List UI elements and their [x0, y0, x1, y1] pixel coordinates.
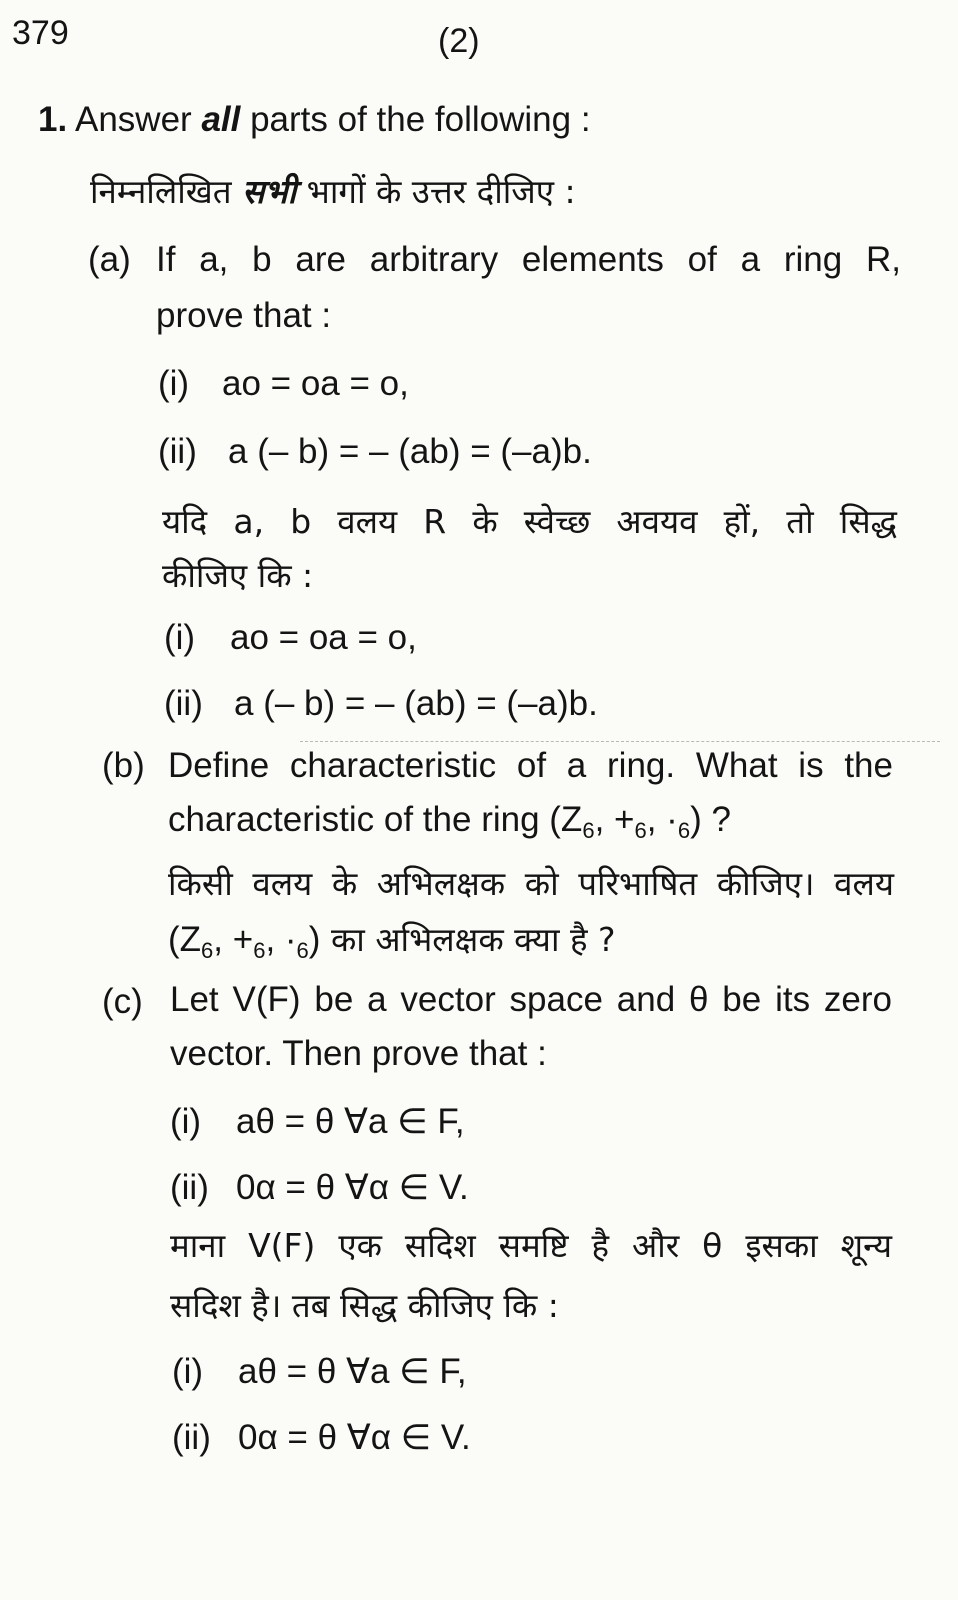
- part-b-hi-line2: [168, 916, 616, 964]
- item-text: ao = oa = o,: [222, 364, 409, 403]
- part-c-hi-item-2: [172, 1418, 471, 1458]
- question-number: 1.: [38, 100, 68, 139]
- instruction-hi-emphasis: सभी: [242, 172, 297, 211]
- item-text: a (– b) = – (ab) = (–a)b.: [228, 432, 592, 471]
- part-c-en-item-1: [170, 1102, 465, 1142]
- item-label: (ii): [170, 1168, 209, 1207]
- question-instruction-en: [38, 100, 591, 140]
- instruction-hi-after: भागों के उत्तर दीजिए :: [296, 172, 576, 211]
- item-text: aθ = θ ∀a ∈ F,: [236, 1102, 465, 1141]
- part-a-hi-line2: कीजिए कि :: [162, 556, 314, 595]
- part-a-hi-item-2: [164, 684, 598, 724]
- part-b-en-line2-prefix: characteristic of the ring: [168, 800, 550, 839]
- item-label: (i): [158, 364, 190, 403]
- part-c-en-line2: vector. Then prove that :: [170, 1034, 547, 1073]
- item-text: 0α = θ ∀α ∈ V.: [236, 1168, 469, 1207]
- instruction-hi-before: निम्नलिखित: [90, 172, 243, 211]
- part-b-label: (b): [102, 746, 145, 785]
- part-b-hi-line1: किसी वलय के अभिलक्षक को परिभाषित कीजिए। वलय: [168, 864, 894, 903]
- item-text: ao = oa = o,: [230, 618, 417, 657]
- part-a-en-line2: prove that :: [156, 296, 332, 335]
- part-b-en-line2: [168, 800, 731, 844]
- part-c-hi-line2: सदिश है। तब सिद्ध कीजिए कि :: [170, 1286, 559, 1325]
- item-text: 0α = θ ∀α ∈ V.: [238, 1418, 471, 1457]
- part-c-hi-item-1: [172, 1352, 467, 1392]
- part-a-hi-line1: यदि a, b वलय R के स्वेच्छ अवयव हों, तो सिद्ध: [162, 502, 897, 541]
- part-a-hi-item-1: [164, 618, 417, 658]
- instruction-en-emphasis: all: [201, 100, 241, 139]
- page-number: (2): [438, 22, 480, 60]
- instruction-en-after: parts of the following :: [240, 100, 591, 139]
- item-text: a (– b) = – (ab) = (–a)b.: [234, 684, 598, 723]
- question-instruction-hi: [90, 168, 576, 213]
- part-c-en-line1: Let V(F) be a vector space and θ be its zero: [170, 980, 892, 1019]
- part-a-label: (a): [88, 240, 131, 279]
- item-label: (i): [164, 618, 196, 657]
- ring-notation: ($Z_6$, $+_6$, $\cdot_6$): [549, 800, 702, 843]
- part-c-en-item-2: [170, 1168, 469, 1208]
- part-b-hi-line2-suffix: का अभिलक्षक क्या है ?: [320, 920, 616, 959]
- item-label: (ii): [158, 432, 197, 471]
- part-c-hi-line1: माना V(F) एक सदिश समष्टि है और θ इसका शून्य: [170, 1226, 892, 1265]
- paper-code: 379: [12, 14, 69, 52]
- part-c-label: (c): [102, 982, 143, 1021]
- part-a-en-line1: If a, b are arbitrary elements of a ring R,: [156, 240, 901, 279]
- item-text: aθ = θ ∀a ∈ F,: [238, 1352, 467, 1391]
- ring-notation: ($Z_6$, $+_6$, $\cdot_6$): [168, 920, 321, 963]
- item-label: (ii): [172, 1418, 211, 1457]
- instruction-en-before: Answer: [75, 100, 202, 139]
- item-label: (i): [170, 1102, 202, 1141]
- part-b-en-line2-suffix: ?: [701, 800, 731, 839]
- part-a-en-item-2: [158, 432, 592, 472]
- part-a-en-item-1: [158, 364, 409, 404]
- item-label: (i): [172, 1352, 204, 1391]
- divider: [300, 741, 940, 742]
- item-label: (ii): [164, 684, 203, 723]
- part-b-en-line1: Define characteristic of a ring. What is the: [168, 746, 893, 785]
